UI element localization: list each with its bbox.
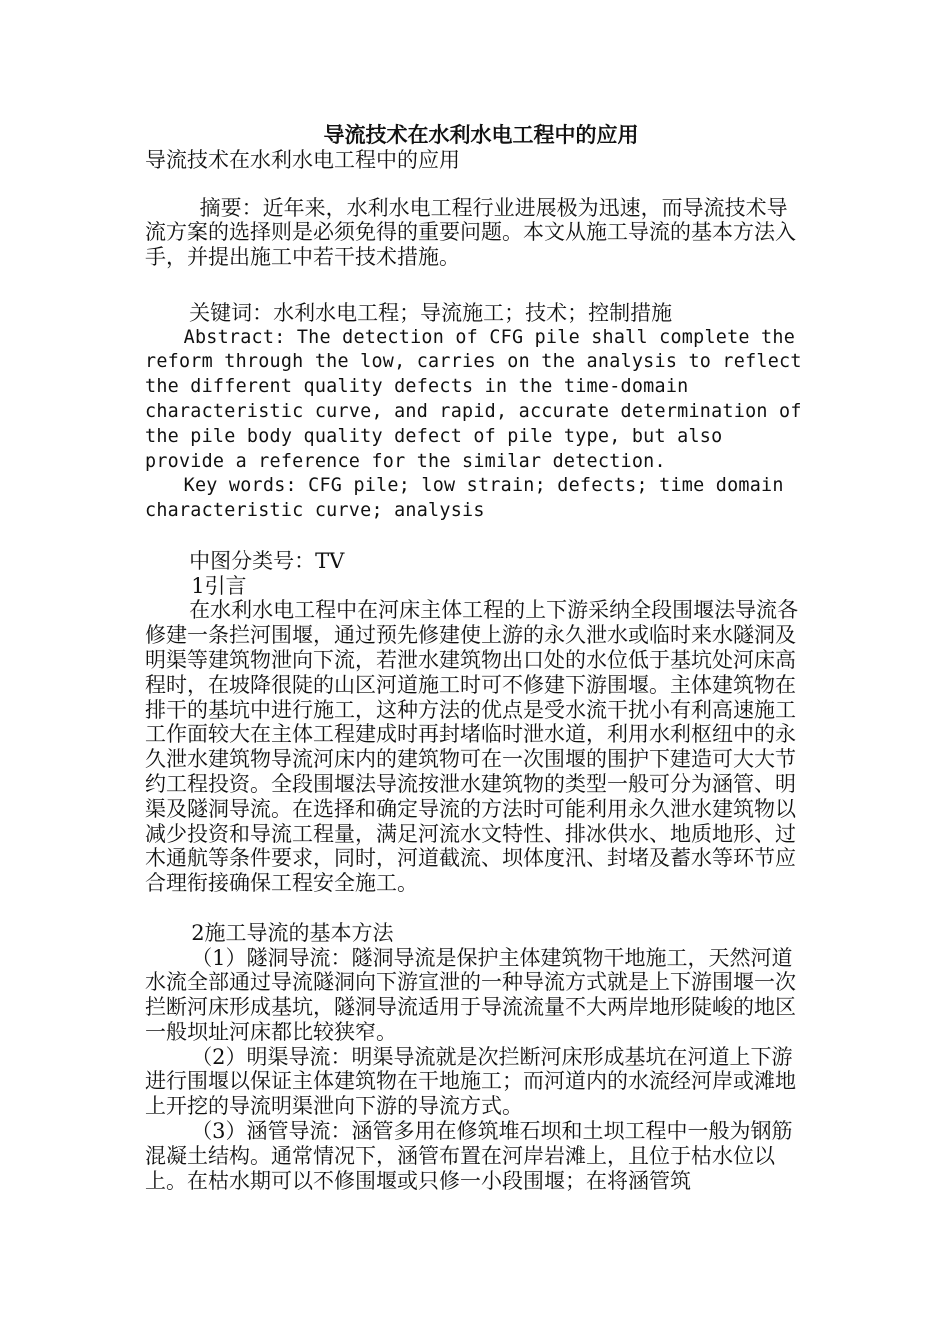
item-culvert-diversion: （3）涵管导流：涵管多用在修筑堆石坝和土坝工程中一般为钢筋混凝土结构。通常情况下，涵管布置在河岸岩滩上，且位于枯水位以上。在枯水期可以不修围堰或只修一小段围堰；在将涵管筑 [145,1119,793,1193]
classification-number: 中图分类号：TV [189,548,345,573]
section2-heading: 2施工导流的基本方法 [191,920,394,945]
abstract-cn: 摘要：近年来，水利水电工程行业进展极为迅速，而导流技术导流方案的选择则是必须免得的重要问题。本文从施工导流的基本方法入手，并提出施工中若干技术措施。 [145,195,796,270]
spacer [145,524,807,549]
keywords-cn: 关键词：水利水电工程；导流施工；技术；控制措施 [189,300,673,325]
section1-body: 在水利水电工程中在河床主体工程的上下游采纳全段围堰法导流各修建一条拦河围堰，通过预先修建使上游的永久泄水或临时来水隧洞及明渠等建筑物泄向下流，若泄水建筑物出口处的水位低于基坑处河床高程时，在坡降很陡的山区河道施工时可不修建下游围堰。主体建筑物在排干的基坑中进行施工，这种方法的优点是受水流干扰小有利高速施工工作面较大在主体工程建成时再封堵临时泄水道，利用水利枢纽中的永久泄水建筑物导流河床内的建筑物可在一次围堰的围护下建造可大大节约工程投资。全段围堰法导流按泄水建筑物的类型一般可分为涵管、明渠及隧洞导流。在选择和确定导流的方法时可能利用永久泄水建筑物以减少投资和导流工程量，满足河流水文特性、排冰供水、地质地形、过木通航等条件要求，同时，河道截流、坝体度汛、封堵及蓄水等环节应合理衔接确保工程安全施工。 [145,598,799,896]
keywords-en: Key words: CFG pile; low strain; defects; time domain characteristic curve; analysis [145,475,784,522]
spacer [145,173,807,198]
document-title: 导流技术在水利水电工程中的应用 [323,122,639,147]
item-tunnel-diversion: （1）隧洞导流：隧洞导流是保护主体建筑物干地施工，天然河道水流全部通过导流隧洞向下游宣泄的一种导流方式就是上下游围堰一次拦断河床形成基坑，隧洞导流适用于导流流量不大两岸地形陡峻的地区一般坝址河床都比较狭窄。 [145,945,796,1044]
abstract-en: Abstract: The detection of CFG pile shall complete the reform through the low, carries on the analysis to reflect the different quality defects in the time-domain characteristic curve, and rapid, accurate determination of the pile body quality defect of pile type, but also provide a reference for the similar detection. [145,326,802,472]
section1-heading: 1引言 [191,573,247,598]
document-page [145,122,807,1193]
spacer [145,896,807,921]
document-subtitle: 导流技术在水利水电工程中的应用 [145,148,460,172]
spacer [145,270,807,295]
item-open-channel-diversion: （2）明渠导流：明渠导流就是次拦断河床形成基坑在河道上下游进行围堰以保证主体建筑物在干地施工；而河道内的水流经河岸或滩地上开挖的导流明渠泄向下游的导流方式。 [145,1044,796,1119]
